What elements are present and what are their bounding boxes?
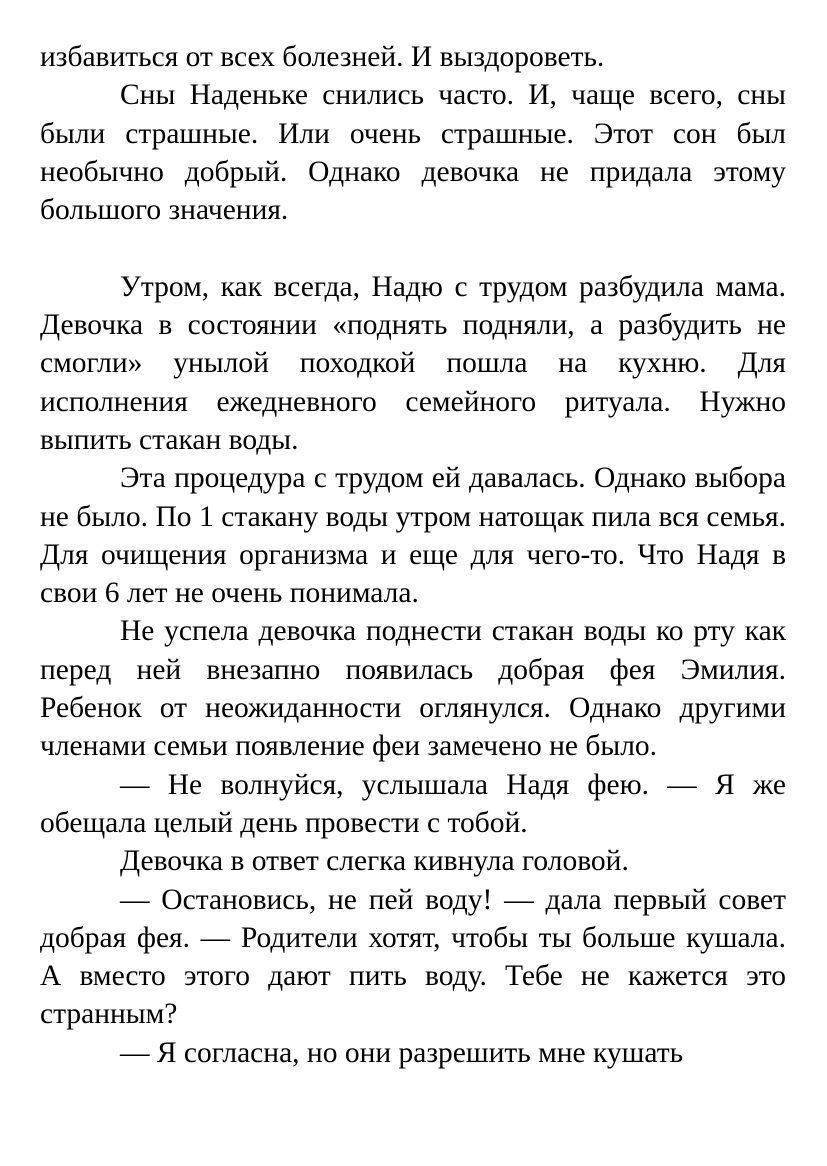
paragraph-3: Утром, как всегда, Надю с трудом разбудила мама. Девочка в состоянии «поднять подняли, а разбудить не смогли» унылой походкой пошла на кухню. Для исполнения ежедневного семейного ритуала. Нужно выпить стакан воды. <box>40 270 786 456</box>
paragraph-gap <box>40 229 786 267</box>
paragraph-9: — Я согласна, но они разрешить мне кушать <box>120 1036 684 1069</box>
document-page <box>40 38 786 1072</box>
paragraph-4: Эта процедура с трудом ей давалась. Однако выбора не было. По 1 стакану воды утром натощак пила вся семья. Для очищения организма и еще для чего-то. Что Надя в свои 6 лет не очень понимала. <box>40 462 786 610</box>
paragraph-6: — Не волнуйся, услышала Надя фею. — Я же обещала целый день провести с тобой. <box>40 768 786 839</box>
paragraph-8: — Остановись, не пей воду! — дала первый совет добрая фея. — Родители хотят, чтобы ты больше кушала. А вместо этого дают пить воду. Тебе не кажется это странным? <box>40 883 786 1031</box>
paragraph-2: Сны Наденьке снились часто. И, чаще всего, сны были страшные. Или очень страшные. Этот сон был необычно добрый. Однако девочка не придала этому большого значения. <box>40 79 786 227</box>
paragraph-5: Не успела девочка поднести стакан воды ко рту как перед ней внезапно появилась добрая фея Эмилия. Ребенок от неожиданности оглянулся. Однако другими членами семьи появление феи замечено не было. <box>40 615 786 763</box>
paragraph-7: Девочка в ответ слегка кивнула головой. <box>120 845 629 878</box>
paragraph-1: избавиться от всех болезней. И выздороветь. <box>40 41 605 73</box>
